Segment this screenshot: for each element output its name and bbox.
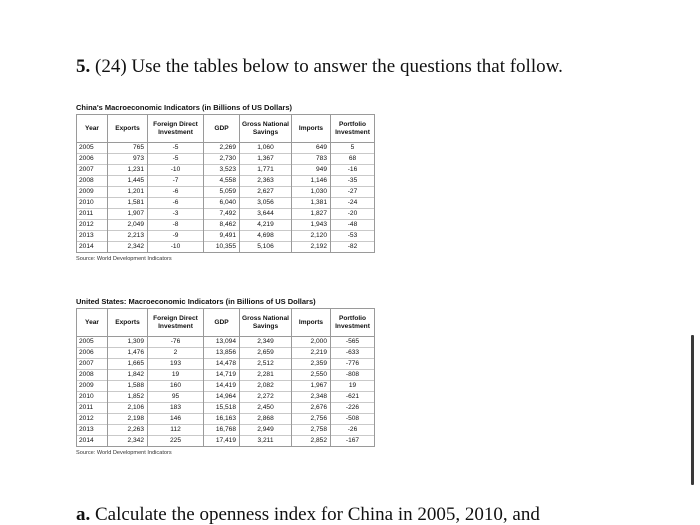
table-cell: -53	[331, 231, 375, 242]
table-row	[77, 348, 375, 359]
table-cell: 14,478	[204, 359, 240, 370]
table-cell: 2,219	[292, 348, 331, 359]
table-cell: 2,120	[292, 231, 331, 242]
part-a-text: Calculate the openness index for China in 2005, 2010, and	[95, 504, 540, 525]
table-cell: 1,581	[108, 198, 148, 209]
china-header-cell: Gross National Savings	[240, 115, 292, 143]
table-cell: 183	[148, 403, 204, 414]
table-cell: 2,263	[108, 425, 148, 436]
table-cell: -82	[331, 242, 375, 253]
table-cell: 14,419	[204, 381, 240, 392]
table-cell: 4,558	[204, 176, 240, 187]
table-cell: 5,059	[204, 187, 240, 198]
part-a-label: a.	[76, 504, 91, 525]
us-header-cell: Foreign Direct Investment	[148, 309, 204, 337]
table-cell: 2,550	[292, 370, 331, 381]
table-cell: -24	[331, 198, 375, 209]
us-header-cell: Exports	[108, 309, 148, 337]
table-cell: 2006	[77, 348, 108, 359]
table-cell: 1,771	[240, 165, 292, 176]
table-cell: 2,512	[240, 359, 292, 370]
china-header-cell: Foreign Direct Investment	[148, 115, 204, 143]
table-cell: 95	[148, 392, 204, 403]
table-cell: -8	[148, 220, 204, 231]
table-cell: 1,588	[108, 381, 148, 392]
table-row	[77, 359, 375, 370]
china-table-source: Source: World Development Indicators	[76, 256, 172, 262]
us-header-cell: Year	[77, 309, 108, 337]
table-cell: 2,269	[204, 143, 240, 154]
table-cell: 19	[331, 381, 375, 392]
table-cell: 2,213	[108, 231, 148, 242]
table-cell: 160	[148, 381, 204, 392]
us-table	[76, 308, 375, 447]
table-cell: 2,198	[108, 414, 148, 425]
table-cell: 1,381	[292, 198, 331, 209]
table-cell: 9,491	[204, 231, 240, 242]
table-cell: 3,523	[204, 165, 240, 176]
table-cell: 19	[148, 370, 204, 381]
table-row	[77, 403, 375, 414]
table-cell: 2005	[77, 143, 108, 154]
table-row	[77, 414, 375, 425]
us-table-body	[77, 337, 375, 447]
china-table-caption: China's Macroeconomic Indicators (in Billions of US Dollars)	[76, 103, 292, 112]
table-cell: 5	[331, 143, 375, 154]
table-cell: -16	[331, 165, 375, 176]
table-cell: 949	[292, 165, 331, 176]
table-cell: -5	[148, 154, 204, 165]
table-row	[77, 187, 375, 198]
table-cell: 13,094	[204, 337, 240, 348]
table-cell: 8,462	[204, 220, 240, 231]
table-cell: 1,201	[108, 187, 148, 198]
table-cell: 3,644	[240, 209, 292, 220]
table-cell: 2009	[77, 381, 108, 392]
table-cell: 3,056	[240, 198, 292, 209]
table-cell: 2009	[77, 187, 108, 198]
table-row	[77, 231, 375, 242]
table-cell: 1,967	[292, 381, 331, 392]
china-header-cell: GDP	[204, 115, 240, 143]
table-cell: 1,907	[108, 209, 148, 220]
table-cell: 5,106	[240, 242, 292, 253]
us-table-source: Source: World Development Indicators	[76, 450, 172, 456]
vertical-scrollbar[interactable]	[691, 335, 694, 485]
table-cell: -776	[331, 359, 375, 370]
table-cell: 2,342	[108, 436, 148, 447]
table-cell: 2,272	[240, 392, 292, 403]
table-cell: 15,518	[204, 403, 240, 414]
table-cell: 783	[292, 154, 331, 165]
table-row	[77, 143, 375, 154]
table-row	[77, 198, 375, 209]
table-cell: 2,756	[292, 414, 331, 425]
table-row	[77, 370, 375, 381]
table-cell: 2013	[77, 425, 108, 436]
table-cell: 1,146	[292, 176, 331, 187]
table-cell: 10,355	[204, 242, 240, 253]
table-cell: 16,768	[204, 425, 240, 436]
question-title	[76, 55, 676, 79]
table-cell: 2	[148, 348, 204, 359]
table-cell: 2,342	[108, 242, 148, 253]
table-cell: 1,231	[108, 165, 148, 176]
table-cell: 1,665	[108, 359, 148, 370]
us-table-block	[76, 296, 376, 458]
table-cell: 2,868	[240, 414, 292, 425]
table-cell: 2006	[77, 154, 108, 165]
table-cell: 2,627	[240, 187, 292, 198]
table-cell: 2010	[77, 198, 108, 209]
table-cell: 2010	[77, 392, 108, 403]
table-cell: 3,211	[240, 436, 292, 447]
table-cell: 2,049	[108, 220, 148, 231]
china-header-cell: Year	[77, 115, 108, 143]
table-row	[77, 220, 375, 231]
table-row	[77, 436, 375, 447]
table-cell: -226	[331, 403, 375, 414]
us-header-cell: Imports	[292, 309, 331, 337]
table-cell: -5	[148, 143, 204, 154]
table-cell: 2,082	[240, 381, 292, 392]
part-a-question	[76, 503, 696, 525]
table-row	[77, 209, 375, 220]
table-cell: 4,698	[240, 231, 292, 242]
table-cell: 1,367	[240, 154, 292, 165]
table-cell: -9	[148, 231, 204, 242]
table-cell: 2,192	[292, 242, 331, 253]
table-cell: 973	[108, 154, 148, 165]
table-cell: 2008	[77, 176, 108, 187]
table-cell: 2,676	[292, 403, 331, 414]
table-cell: -621	[331, 392, 375, 403]
table-cell: -10	[148, 242, 204, 253]
table-cell: 1,060	[240, 143, 292, 154]
china-header-cell: Exports	[108, 115, 148, 143]
table-cell: 225	[148, 436, 204, 447]
table-cell: 2,450	[240, 403, 292, 414]
table-row	[77, 392, 375, 403]
us-header-cell: GDP	[204, 309, 240, 337]
table-cell: 16,163	[204, 414, 240, 425]
table-cell: -565	[331, 337, 375, 348]
table-cell: 2,758	[292, 425, 331, 436]
table-cell: 2,281	[240, 370, 292, 381]
table-row	[77, 154, 375, 165]
table-cell: 2,106	[108, 403, 148, 414]
question-number: 5.	[76, 56, 91, 77]
table-cell: 2,852	[292, 436, 331, 447]
table-cell: 2,348	[292, 392, 331, 403]
table-cell: 2011	[77, 209, 108, 220]
china-header-cell: Portfolio Investment	[331, 115, 375, 143]
table-cell: 112	[148, 425, 204, 436]
us-table-header-row	[77, 309, 375, 337]
table-cell: 1,852	[108, 392, 148, 403]
table-cell: 2013	[77, 231, 108, 242]
table-cell: 146	[148, 414, 204, 425]
question-text: (24) Use the tables below to answer the questions that follow.	[95, 56, 563, 77]
table-cell: 765	[108, 143, 148, 154]
table-cell: -27	[331, 187, 375, 198]
table-cell: 1,309	[108, 337, 148, 348]
table-row	[77, 242, 375, 253]
table-cell: 1,842	[108, 370, 148, 381]
table-cell: -508	[331, 414, 375, 425]
table-cell: 2014	[77, 242, 108, 253]
table-cell: -10	[148, 165, 204, 176]
table-cell: -48	[331, 220, 375, 231]
table-cell: 2011	[77, 403, 108, 414]
table-cell: 1,445	[108, 176, 148, 187]
table-cell: 2,363	[240, 176, 292, 187]
table-cell: 6,040	[204, 198, 240, 209]
table-cell: 2012	[77, 220, 108, 231]
table-cell: 2007	[77, 165, 108, 176]
table-cell: 1,827	[292, 209, 331, 220]
table-cell: 2014	[77, 436, 108, 447]
table-row	[77, 381, 375, 392]
us-table-caption: United States: Macroeconomic Indicators (in Billions of US Dollars)	[76, 297, 316, 306]
table-cell: 2,000	[292, 337, 331, 348]
table-row	[77, 165, 375, 176]
table-cell: 17,419	[204, 436, 240, 447]
table-cell: -76	[148, 337, 204, 348]
table-cell: 2,349	[240, 337, 292, 348]
table-row	[77, 337, 375, 348]
us-header-cell: Gross National Savings	[240, 309, 292, 337]
table-cell: 7,492	[204, 209, 240, 220]
table-cell: 2005	[77, 337, 108, 348]
table-cell: -3	[148, 209, 204, 220]
table-cell: -6	[148, 187, 204, 198]
table-cell: 2,659	[240, 348, 292, 359]
china-table-block	[76, 102, 376, 264]
table-cell: 649	[292, 143, 331, 154]
us-header-cell: Portfolio Investment	[331, 309, 375, 337]
table-cell: 68	[331, 154, 375, 165]
table-cell: 2,949	[240, 425, 292, 436]
table-cell: 1,030	[292, 187, 331, 198]
china-table	[76, 114, 375, 253]
table-cell: -808	[331, 370, 375, 381]
table-row	[77, 176, 375, 187]
table-cell: 14,964	[204, 392, 240, 403]
china-table-header-row	[77, 115, 375, 143]
table-cell: -35	[331, 176, 375, 187]
table-cell: 14,719	[204, 370, 240, 381]
table-cell: -20	[331, 209, 375, 220]
china-header-cell: Imports	[292, 115, 331, 143]
table-cell: 4,219	[240, 220, 292, 231]
table-cell: -633	[331, 348, 375, 359]
table-cell: 2,730	[204, 154, 240, 165]
table-cell: 2,359	[292, 359, 331, 370]
table-cell: 193	[148, 359, 204, 370]
table-cell: -7	[148, 176, 204, 187]
table-cell: -6	[148, 198, 204, 209]
table-cell: 2012	[77, 414, 108, 425]
table-cell: 2008	[77, 370, 108, 381]
table-cell: 13,856	[204, 348, 240, 359]
table-row	[77, 425, 375, 436]
table-cell: -26	[331, 425, 375, 436]
table-cell: 1,943	[292, 220, 331, 231]
china-table-body	[77, 143, 375, 253]
table-cell: -167	[331, 436, 375, 447]
table-cell: 2007	[77, 359, 108, 370]
table-cell: 1,476	[108, 348, 148, 359]
